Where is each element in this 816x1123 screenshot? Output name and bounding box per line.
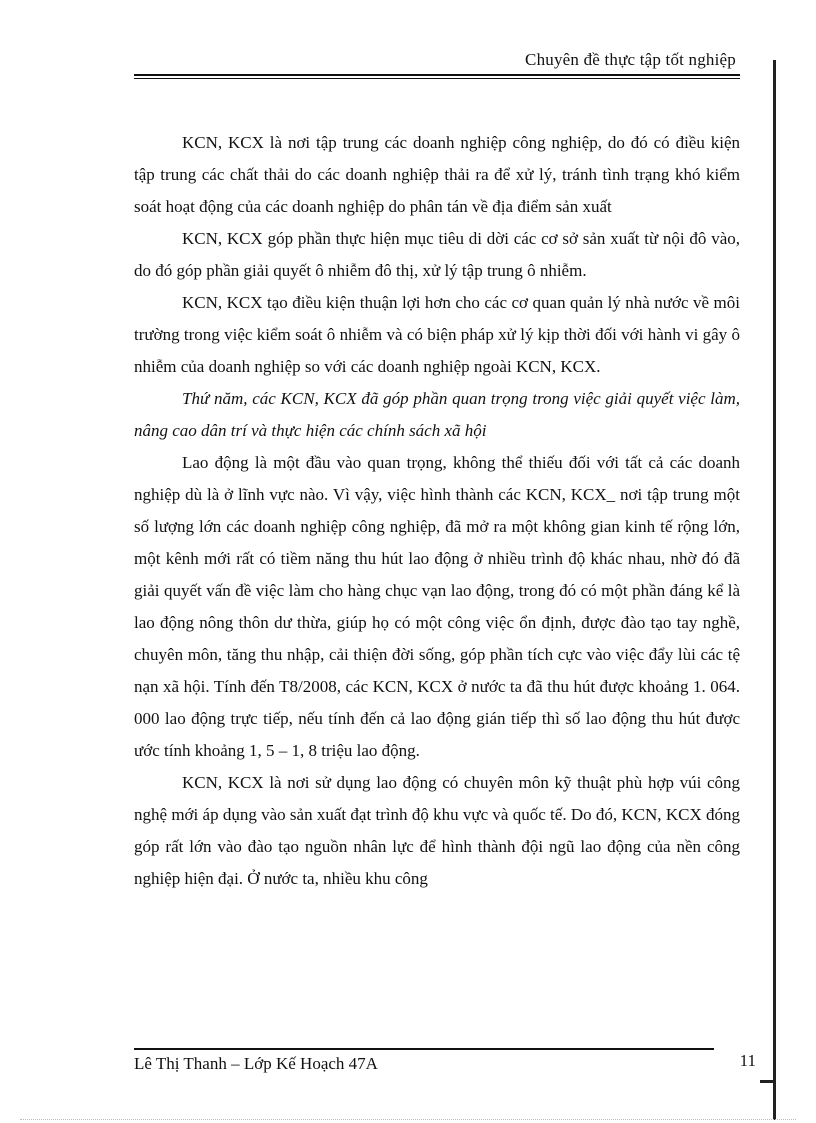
- paragraph-labor: Lao động là một đầu vào quan trọng, không thể thiếu đối với tất cả các doanh nghiệp dù là ở lĩnh vực nào. Vì vậy, việc hình thành các KCN, KCX_ nơi tập trung một số lượng lớn các doanh nghiệp công nghiệp, đã mở ra một không gian kinh tế rộng lớn, một kênh mới rất có tiềm năng thu hút lao động ở nhiều trình độ khác nhau, nhờ đó đã giải quyết vấn đề việc làm cho hàng chục vạn lao động, trong đó có một phần đáng kể là lao động nông thôn dư thừa, giúp họ có một công việc ổn định, được đào tạo tay nghề, chuyên môn, tăng thu nhập, cải thiện đời sống, góp phần tích cực vào việc đẩy lùi các tệ nạn xã hội. Tính đến T8/2008, các KCN, KCX ở nước ta đã thu hút được khoảng 1. 064. 000 lao động trực tiếp, nếu tính đến cả lao động gián tiếp thì số lao động thu hút được ước tính khoảng 1, 5 – 1, 8 triệu lao động.: [134, 453, 740, 760]
- footer-author: Lê Thị Thanh – Lớp Kế Hoạch 47A: [134, 1054, 378, 1073]
- paragraph-skilled-labor: KCN, KCX là nơi sử dụng lao động có chuyên môn kỹ thuật phù hợp vúi công nghệ mới áp dụng vào sản xuất đạt trình độ khu vực và quốc tế. Do đó, KCN, KCX đóng góp rất lớn vào đào tạo nguồn nhân lực để hình thành đội ngũ lao động của nền công nghiệp hiện đại. Ở nước ta, nhiều khu công: [134, 773, 740, 888]
- paragraph-relocation: KCN, KCX góp phần thực hiện mục tiêu di dời các cơ sở sản xuất từ nội đô vào, do đó góp phần giải quyết ô nhiễm đô thị, xử lý tập trung ô nhiễm.: [134, 229, 740, 280]
- header-rule: [134, 74, 740, 76]
- page-number: 11: [739, 1051, 756, 1070]
- header-title: Chuyên đề thực tập tốt nghiệp: [525, 50, 736, 69]
- document-body: [134, 127, 740, 895]
- paragraph-pollution-control: KCN, KCX tạo điều kiện thuận lợi hơn cho các cơ quan quản lý nhà nước về môi trường trong việc kiểm soát ô nhiễm và có biện pháp xử lý kịp thời đối với hành vi gây ô nhiễm của doanh nghiệp so với các doanh nghiệp ngoài KCN, KCX.: [134, 293, 740, 376]
- paragraph-waste-concentration: KCN, KCX là nơi tập trung các doanh nghiệp công nghiệp, do đó có điều kiện tập trung các chất thải do các doanh nghiệp thải ra để xử lý, tránh tình trạng khó kiểm soát hoạt động của các doanh nghiệp do phân tán về địa điểm sản xuất: [134, 133, 740, 216]
- page-border-bottom: [760, 1080, 776, 1083]
- page-bottom-dotted-line: [20, 1119, 796, 1120]
- page-border-right: [773, 60, 776, 1120]
- paragraph-section-heading: Thứ năm, các KCN, KCX đã góp phần quan trọng trong việc giải quyết việc làm, nâng cao dân trí và thực hiện các chính sách xã hội: [134, 389, 740, 440]
- footer-rule: [134, 1048, 714, 1050]
